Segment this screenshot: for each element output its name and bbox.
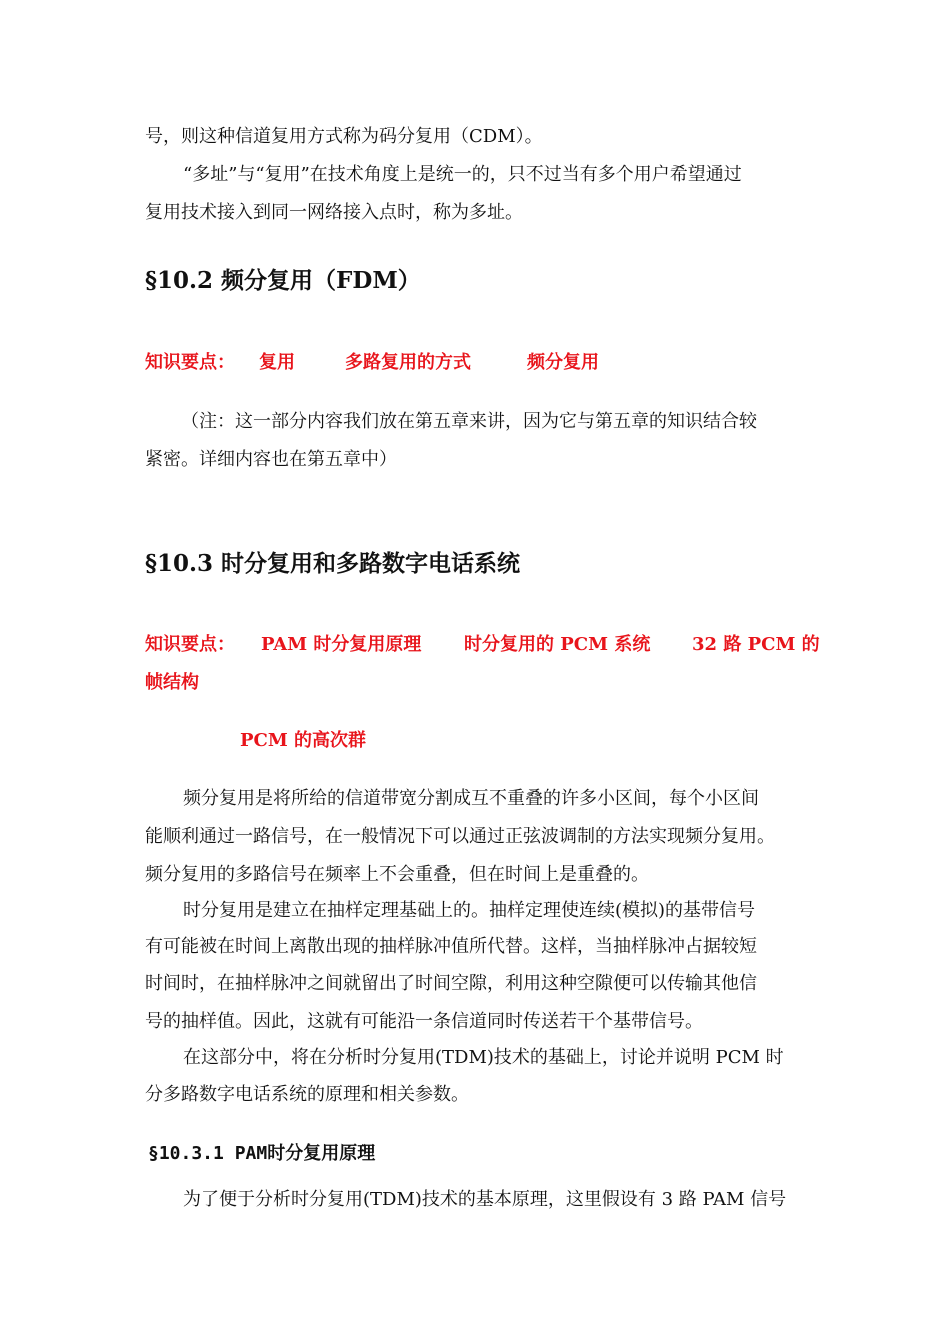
key-point-item: 帧结构 bbox=[145, 672, 199, 693]
body-line: 时间时，在抽样脉冲之间就留出了时间空隙，利用这种空隙便可以传输其他信 bbox=[145, 973, 757, 994]
key-point-item: 频分复用 bbox=[527, 352, 599, 373]
key-point-item: 时分复用的 PCM 系统 bbox=[464, 634, 651, 655]
body-line: 频分复用是将所给的信道带宽分割成互不重叠的许多小区间，每个小区间 bbox=[183, 788, 759, 809]
body-line: 频分复用的多路信号在频率上不会重叠，但在时间上是重叠的。 bbox=[145, 864, 649, 885]
intro-line: 复用技术接入到同一网络接入点时，称为多址。 bbox=[145, 202, 523, 223]
intro-line: “多址”与“复用”在技术角度上是统一的，只不过当有多个用户希望通过 bbox=[183, 164, 742, 185]
section-heading-10-3: §10.3 时分复用和多路数字电话系统 bbox=[145, 550, 521, 577]
body-line: 为了便于分析时分复用(TDM)技术的基本原理，这里假设有 3 路 PAM 信号 bbox=[183, 1189, 787, 1210]
note-line: 紧密。详细内容也在第五章中） bbox=[145, 449, 397, 470]
key-point-item: 32 路 PCM 的 bbox=[692, 634, 820, 655]
body-line: 号的抽样值。因此，这就有可能沿一条信道同时传送若干个基带信号。 bbox=[145, 1011, 703, 1032]
key-points-label: 知识要点： bbox=[145, 352, 235, 373]
key-points-label: 知识要点： bbox=[145, 634, 235, 655]
body-line: 分多路数字电话系统的原理和相关参数。 bbox=[145, 1084, 469, 1105]
key-point-item: 多路复用的方式 bbox=[345, 352, 471, 373]
key-point-item: PCM 的高次群 bbox=[240, 730, 367, 751]
body-line: 时分复用是建立在抽样定理基础上的。抽样定理使连续(模拟)的基带信号 bbox=[183, 900, 756, 921]
key-point-item: 复用 bbox=[259, 352, 295, 373]
key-point-item: PAM 时分复用原理 bbox=[261, 634, 422, 655]
section-heading-10-2: §10.2 频分复用（FDM） bbox=[145, 267, 421, 294]
subsection-heading-10-3-1: §10.3.1 PAM时分复用原理 bbox=[148, 1143, 376, 1164]
note-line: （注：这一部分内容我们放在第五章来讲，因为它与第五章的知识结合较 bbox=[181, 411, 757, 432]
body-line: 有可能被在时间上离散出现的抽样脉冲值所代替。这样，当抽样脉冲占据较短 bbox=[145, 936, 757, 957]
body-line: 在这部分中，将在分析时分复用(TDM)技术的基础上，讨论并说明 PCM 时 bbox=[183, 1047, 784, 1068]
body-line: 能顺利通过一路信号，在一般情况下可以通过正弦波调制的方法实现频分复用。 bbox=[145, 826, 775, 847]
intro-line: 号，则这种信道复用方式称为码分复用（CDM）。 bbox=[145, 126, 543, 147]
